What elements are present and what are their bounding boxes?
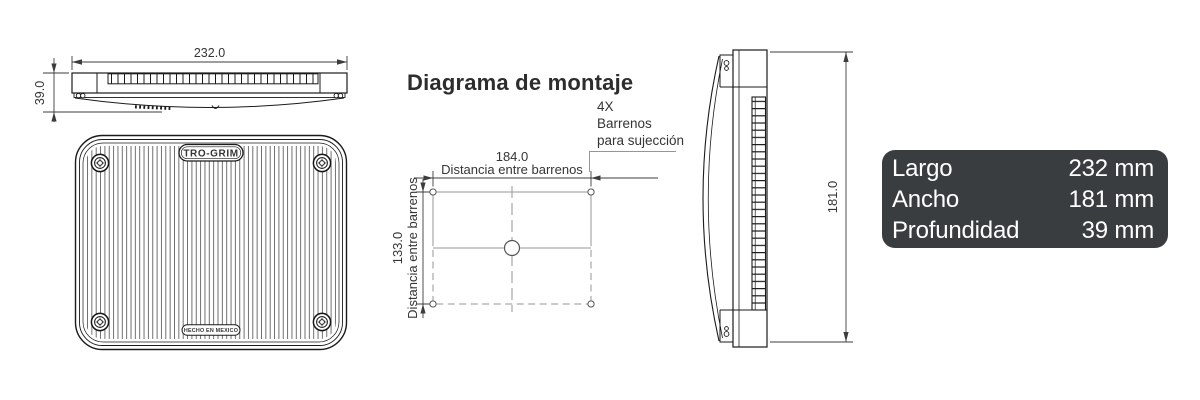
mount-vertical-dim-caption: Distancia entre barrenos: [405, 177, 420, 319]
mount-diagram-dimensions: [414, 171, 658, 318]
spec-value: 39 mm: [1081, 216, 1154, 244]
spec-row-ancho: [892, 184, 1154, 215]
spec-label: Largo: [892, 154, 953, 182]
brand-label: TRO-GRIM: [183, 148, 239, 160]
holes-note-line-1: 4X: [597, 99, 614, 114]
side-view-dimensions: [770, 52, 853, 342]
mounting-diagram-title: Diagrama de montaje: [407, 70, 634, 95]
mount-vertical-dim-value: 133.0: [390, 231, 405, 265]
front-view: [76, 136, 347, 350]
spec-value: 232 mm: [1068, 154, 1154, 182]
made-in-label: HECHO EN MEXICO: [183, 328, 239, 334]
spec-row-largo: [892, 153, 1154, 184]
mount-horizontal-dim-value: 184.0: [495, 149, 529, 164]
side-profile-view: [703, 50, 767, 347]
spec-label: Profundidad: [892, 216, 1020, 244]
holes-note-line-2: Barrenos: [597, 116, 652, 131]
top-profile-view: [72, 73, 347, 108]
spec-table: [882, 150, 1168, 248]
spec-label: Ancho: [892, 185, 960, 213]
top-view-width-dim-label: 232.0: [193, 46, 226, 60]
mount-horizontal-dim-caption: Distancia entre barrenos: [441, 162, 583, 177]
top-view-depth-dim-label: 39.0: [33, 80, 47, 106]
spec-row-profundidad: [892, 215, 1154, 246]
side-view-height-dim-label: 181.0: [825, 180, 840, 214]
spec-value: 181 mm: [1068, 185, 1154, 213]
holes-note-line-3: para sujección: [597, 133, 685, 148]
